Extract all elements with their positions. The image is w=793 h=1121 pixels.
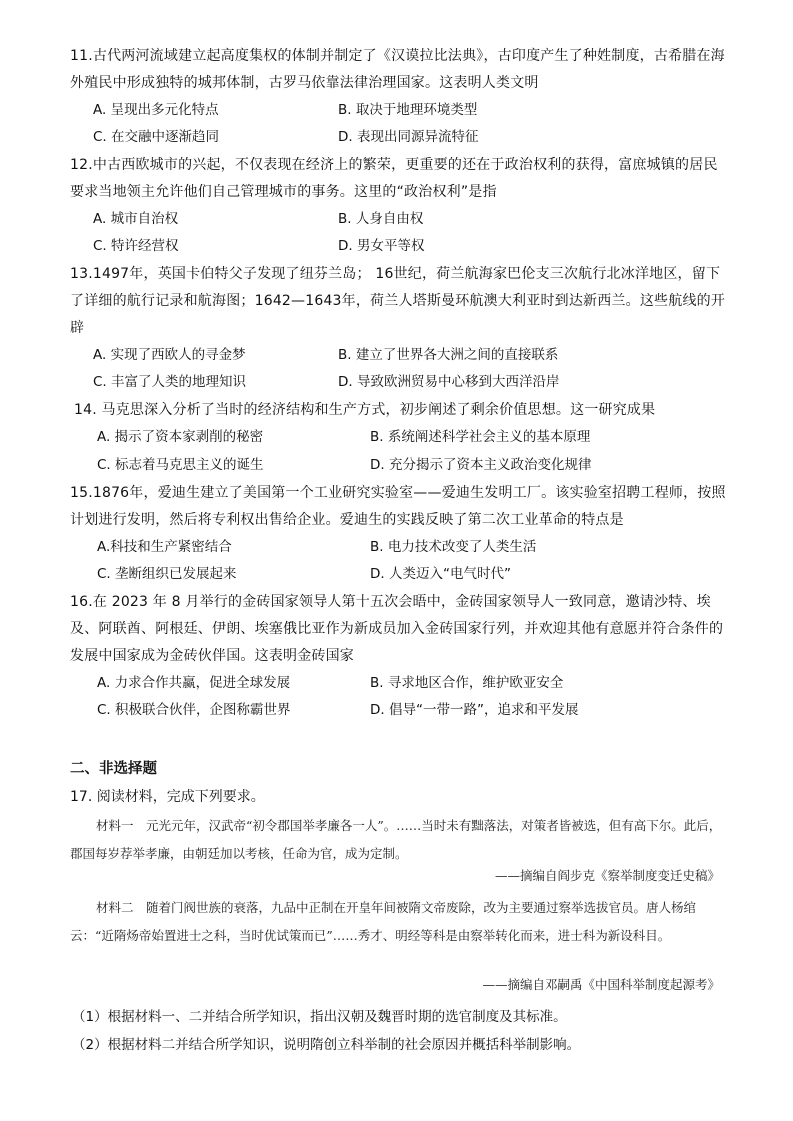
material-2-source: ——摘编自邓嗣禹《中国科举制度起源考》 — [482, 977, 720, 992]
question-11 — [70, 43, 730, 97]
q15-option-d: D. 人类迈入“电气时代” — [370, 566, 511, 582]
material-2: 材料二 随着门阀世族的衰落，九品中正制在开皇年间被隋文帝废除，改为主要通过察举选拔官员。唐人杨绾云：“近隋炀帝始置进士之科，当时优试策而已”……秀才、明经等科是由察举转化而来，进士科为新设科目。 — [70, 900, 697, 943]
q14-option-a: A. 揭示了资本家剥削的秘密 — [97, 429, 264, 445]
material-1: 材料一 元光元年，汉武帝“初令郡国举孝廉各一人”。……当时未有黜落法，对策者皆被选，但有高下尔。此后，郡国每岁荐举孝廉，由朝廷加以考核，任命为官，成为定制。 — [70, 818, 722, 861]
q13-option-d: D. 导致欧洲贸易中心移到大西洋沿岸 — [338, 374, 560, 390]
q12-option-b: B. 人身自由权 — [338, 211, 424, 227]
q16-option-c: C. 积极联合伙伴，企图称霸世界 — [97, 702, 291, 718]
q12-option-a: A. 城市自治权 — [93, 211, 179, 227]
q13-option-b: B. 建立了世界各大洲之间的直接联系 — [338, 347, 559, 363]
question-12-stem: 12.中古西欧城市的兴起，不仅表现在经济上的繁荣，更重要的还在于政治权利的获得，富庶城镇的居民要求当地领主允许他们自己管理城市的事务。这里的“政治权利”是指 — [70, 157, 718, 200]
question-14 — [74, 397, 734, 424]
question-15 — [70, 480, 730, 534]
question-15-stem: 15.1876年，爱迪生建立了美国第一个工业研究实验室——爱迪生发明工厂。该实验室招聘工程师，按照计划进行发明，然后将专利权出售给企业。爱迪生的实践反映了第二次工业革命的特点是 — [70, 485, 726, 528]
q12-option-c: C. 特许经营权 — [93, 238, 179, 254]
q14-option-d: D. 充分揭示了资本主义政治变化规律 — [370, 457, 592, 473]
q14-option-b: B. 系统阐述科学社会主义的基本原理 — [370, 429, 591, 445]
q16-option-a: A. 力求合作共赢，促进全球发展 — [97, 675, 291, 691]
q15-option-c: C. 垄断组织已发展起来 — [97, 566, 237, 582]
q11-option-d: D. 表现出同源异流特征 — [338, 129, 479, 145]
q12-option-d: D. 男女平等权 — [338, 238, 425, 254]
q11-option-a: A. 呈现出多元化特点 — [93, 102, 219, 118]
question-17-title: 17. 阅读材料，完成下列要求。 — [70, 789, 265, 805]
question-13-stem: 13.1497年，英国卡伯特父子发现了纽芬兰岛； 16世纪，荷兰航海家巴伦支三次航行北冰洋地区，留下了详细的航行记录和航海图；1642—1643年，荷兰人塔斯曼环航澳大利亚时到达新西兰。这些航线的开辟 — [70, 266, 726, 336]
q13-option-c: C. 丰富了人类的地理知识 — [93, 374, 247, 390]
q15-option-b: B. 电力技术改变了人类生活 — [370, 539, 537, 555]
q16-option-b: B. 寻求地区合作，维护欧亚安全 — [370, 675, 564, 691]
q16-option-d: D. 倡导“一带一路”，追求和平发展 — [370, 702, 579, 718]
section-title: 二、非选择题 — [70, 761, 157, 777]
q14-option-c: C. 标志着马克思主义的诞生 — [97, 457, 264, 473]
q11-option-b: B. 取决于地理环境类型 — [338, 102, 478, 118]
question-11-stem: 11.古代两河流域建立起高度集权的体制并制定了《汉谟拉比法典》，古印度产生了种姓制度，古希腊在海外殖民中形成独特的城邦体制，古罗马依靠法律治理国家。这表明人类文明 — [70, 48, 725, 91]
material-1-source: ——摘编自阎步克《察举制度变迁史稿》 — [494, 868, 720, 883]
question-13 — [70, 261, 730, 342]
question-17-part-1: （1）根据材料一、二并结合所学知识，指出汉朝及魏晋时期的选官制度及其标准。 — [72, 1009, 567, 1025]
question-17-part-2: （2）根据材料二并结合所学知识，说明隋创立科举制的社会原因并概括科举制影响。 — [72, 1037, 581, 1053]
question-16 — [70, 589, 730, 670]
question-12 — [70, 152, 730, 206]
question-16-stem: 16.在 2023 年 8 月举行的金砖国家领导人第十五次会晤中，金砖国家领导人一致同意，邀请沙特、埃及、阿联酋、阿根廷、伊朗、埃塞俄比亚作为新成员加入金砖国家行列，并欢迎其他有意愿并符合条件的发展中国家成为金砖伙伴国。这表明金砖国家 — [70, 594, 724, 664]
q11-option-c: C. 在交融中逐渐趋同 — [93, 129, 220, 145]
q15-option-a: A.科技和生产紧密结合 — [97, 539, 232, 555]
q13-option-a: A. 实现了西欧人的寻金梦 — [93, 347, 246, 363]
question-14-stem: 14. 马克思深入分析了当时的经济结构和生产方式，初步阐述了剩余价值思想。这一研究成果 — [74, 402, 656, 418]
